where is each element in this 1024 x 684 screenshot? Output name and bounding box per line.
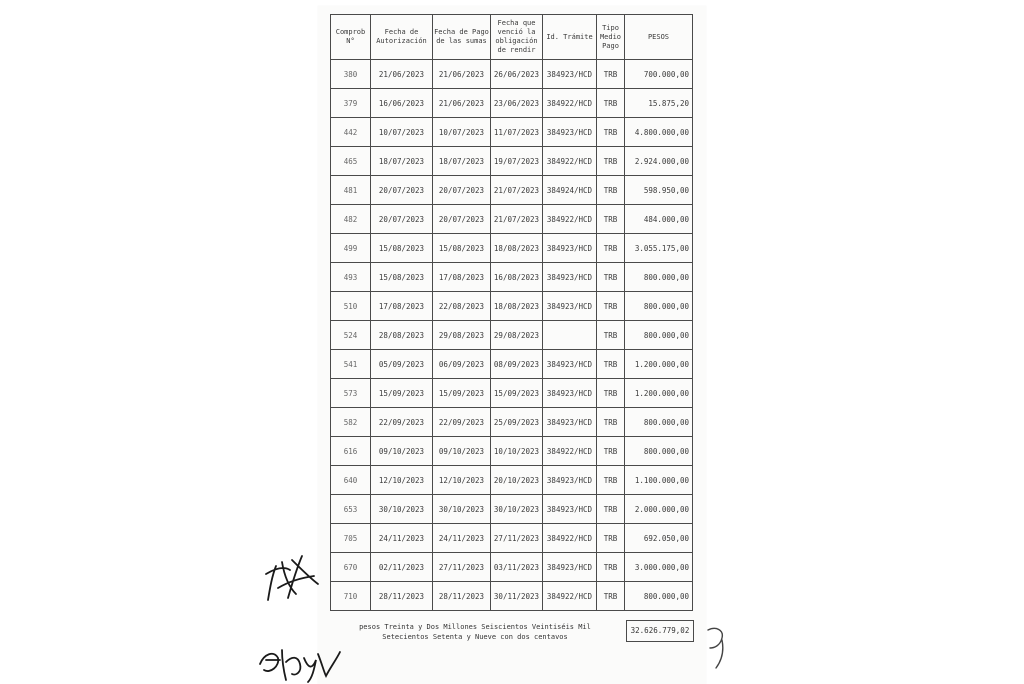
table-row <box>331 118 693 147</box>
total-words-line-2: Setecientos Setenta y Nueve con dos centavos <box>382 633 568 641</box>
table-row <box>331 292 693 321</box>
cell-comprobante: 493 <box>331 263 371 292</box>
cell-pesos: 598.950,00 <box>625 176 693 205</box>
cell-fecha-vencimiento: 25/09/2023 <box>491 408 543 437</box>
cell-fecha-autorizacion: 18/07/2023 <box>371 147 433 176</box>
cell-fecha-autorizacion: 05/09/2023 <box>371 350 433 379</box>
cell-fecha-vencimiento: 21/07/2023 <box>491 205 543 234</box>
cell-pesos: 1.100.000,00 <box>625 466 693 495</box>
cell-id-tramite: 384922/HCD <box>543 582 597 611</box>
table-header-row <box>331 15 693 60</box>
cell-comprobante: 510 <box>331 292 371 321</box>
cell-comprobante: 482 <box>331 205 371 234</box>
table-body <box>331 60 693 611</box>
table-row <box>331 495 693 524</box>
cell-fecha-pago: 18/07/2023 <box>433 147 491 176</box>
cell-comprobante: 616 <box>331 437 371 466</box>
cell-fecha-vencimiento: 18/08/2023 <box>491 234 543 263</box>
cell-fecha-autorizacion: 16/06/2023 <box>371 89 433 118</box>
cell-tipo-pago: TRB <box>597 60 625 89</box>
cell-comprobante: 524 <box>331 321 371 350</box>
cell-fecha-autorizacion: 20/07/2023 <box>371 205 433 234</box>
cell-fecha-autorizacion: 28/08/2023 <box>371 321 433 350</box>
cell-fecha-vencimiento: 03/11/2023 <box>491 553 543 582</box>
header-fecha-pago: Fecha de Pago de las sumas <box>433 15 491 60</box>
cell-fecha-pago: 15/08/2023 <box>433 234 491 263</box>
table-row <box>331 147 693 176</box>
cell-comprobante: 670 <box>331 553 371 582</box>
cell-pesos: 2.924.000,00 <box>625 147 693 176</box>
cell-fecha-autorizacion: 02/11/2023 <box>371 553 433 582</box>
cell-comprobante: 465 <box>331 147 371 176</box>
cell-tipo-pago: TRB <box>597 350 625 379</box>
table-row <box>331 176 693 205</box>
cell-fecha-pago: 29/08/2023 <box>433 321 491 350</box>
cell-tipo-pago: TRB <box>597 147 625 176</box>
cell-pesos: 3.000.000,00 <box>625 553 693 582</box>
cell-id-tramite: 384923/HCD <box>543 263 597 292</box>
cell-fecha-pago: 27/11/2023 <box>433 553 491 582</box>
cell-fecha-autorizacion: 22/09/2023 <box>371 408 433 437</box>
handwritten-initials-left <box>262 548 324 606</box>
table-row <box>331 553 693 582</box>
cell-tipo-pago: TRB <box>597 466 625 495</box>
cell-id-tramite: 384923/HCD <box>543 292 597 321</box>
cell-pesos: 484.000,00 <box>625 205 693 234</box>
cell-pesos: 692.050,00 <box>625 524 693 553</box>
header-fecha-vencimiento: Fecha que venció la obligación de rendir <box>491 15 543 60</box>
cell-fecha-autorizacion: 15/08/2023 <box>371 263 433 292</box>
cell-tipo-pago: TRB <box>597 524 625 553</box>
cell-fecha-vencimiento: 27/11/2023 <box>491 524 543 553</box>
cell-fecha-vencimiento: 26/06/2023 <box>491 60 543 89</box>
cell-fecha-vencimiento: 29/08/2023 <box>491 321 543 350</box>
cell-fecha-vencimiento: 19/07/2023 <box>491 147 543 176</box>
cell-comprobante: 379 <box>331 89 371 118</box>
cell-pesos: 4.800.000,00 <box>625 118 693 147</box>
cell-fecha-pago: 28/11/2023 <box>433 582 491 611</box>
cell-pesos: 1.200.000,00 <box>625 379 693 408</box>
cell-pesos: 2.000.000,00 <box>625 495 693 524</box>
cell-comprobante: 481 <box>331 176 371 205</box>
cell-tipo-pago: TRB <box>597 379 625 408</box>
cell-id-tramite: 384922/HCD <box>543 205 597 234</box>
cell-tipo-pago: TRB <box>597 176 625 205</box>
cell-pesos: 800.000,00 <box>625 437 693 466</box>
cell-comprobante: 499 <box>331 234 371 263</box>
cell-comprobante: 710 <box>331 582 371 611</box>
cell-comprobante: 653 <box>331 495 371 524</box>
table-row <box>331 582 693 611</box>
table-row <box>331 89 693 118</box>
cell-fecha-vencimiento: 15/09/2023 <box>491 379 543 408</box>
table-row <box>331 350 693 379</box>
header-id-tramite: Id. Trámite <box>543 15 597 60</box>
cell-fecha-autorizacion: 21/06/2023 <box>371 60 433 89</box>
cell-pesos: 800.000,00 <box>625 408 693 437</box>
cell-fecha-pago: 17/08/2023 <box>433 263 491 292</box>
cell-pesos: 15.875,20 <box>625 89 693 118</box>
cell-fecha-pago: 06/09/2023 <box>433 350 491 379</box>
cell-fecha-pago: 22/09/2023 <box>433 408 491 437</box>
header-tipo-pago: Tipo Medio Pago <box>597 15 625 60</box>
cell-fecha-autorizacion: 17/08/2023 <box>371 292 433 321</box>
cell-comprobante: 442 <box>331 118 371 147</box>
cell-fecha-pago: 30/10/2023 <box>433 495 491 524</box>
cell-tipo-pago: TRB <box>597 118 625 147</box>
table-row <box>331 205 693 234</box>
cell-fecha-pago: 21/06/2023 <box>433 60 491 89</box>
table-row <box>331 60 693 89</box>
cell-pesos: 3.055.175,00 <box>625 234 693 263</box>
cell-id-tramite: 384923/HCD <box>543 408 597 437</box>
cell-fecha-autorizacion: 20/07/2023 <box>371 176 433 205</box>
cell-id-tramite: 384923/HCD <box>543 379 597 408</box>
header-pesos: PESOS <box>625 15 693 60</box>
cell-id-tramite: 384923/HCD <box>543 553 597 582</box>
table-row <box>331 408 693 437</box>
cell-fecha-vencimiento: 10/10/2023 <box>491 437 543 466</box>
cell-fecha-pago: 10/07/2023 <box>433 118 491 147</box>
table-row <box>331 466 693 495</box>
cell-id-tramite: 384922/HCD <box>543 147 597 176</box>
cell-id-tramite <box>543 321 597 350</box>
cell-id-tramite: 384922/HCD <box>543 524 597 553</box>
cell-tipo-pago: TRB <box>597 263 625 292</box>
cell-fecha-vencimiento: 23/06/2023 <box>491 89 543 118</box>
table-row <box>331 321 693 350</box>
cell-fecha-pago: 12/10/2023 <box>433 466 491 495</box>
cell-fecha-autorizacion: 15/08/2023 <box>371 234 433 263</box>
cell-id-tramite: 384923/HCD <box>543 466 597 495</box>
cell-fecha-pago: 15/09/2023 <box>433 379 491 408</box>
total-words-line-1: pesos Treinta y Dos Millones Seiscientos Veintiséis Mil <box>359 623 591 631</box>
cell-id-tramite: 384922/HCD <box>543 437 597 466</box>
total-amount: 32.626.779,02 <box>626 620 694 642</box>
table-row <box>331 234 693 263</box>
cell-tipo-pago: TRB <box>597 437 625 466</box>
cell-fecha-pago: 20/07/2023 <box>433 176 491 205</box>
cell-pesos: 700.000,00 <box>625 60 693 89</box>
table-row <box>331 263 693 292</box>
cell-id-tramite: 384923/HCD <box>543 495 597 524</box>
cell-pesos: 800.000,00 <box>625 263 693 292</box>
cell-id-tramite: 384923/HCD <box>543 60 597 89</box>
cell-comprobante: 640 <box>331 466 371 495</box>
cell-tipo-pago: TRB <box>597 582 625 611</box>
cell-fecha-autorizacion: 24/11/2023 <box>371 524 433 553</box>
cell-pesos: 1.200.000,00 <box>625 350 693 379</box>
cell-tipo-pago: TRB <box>597 292 625 321</box>
header-fecha-autorizacion: Fecha de Autorización <box>371 15 433 60</box>
cell-fecha-vencimiento: 18/08/2023 <box>491 292 543 321</box>
cell-pesos: 800.000,00 <box>625 321 693 350</box>
cell-fecha-vencimiento: 21/07/2023 <box>491 176 543 205</box>
handwritten-mark-right <box>702 622 730 672</box>
cell-comprobante: 380 <box>331 60 371 89</box>
cell-fecha-pago: 21/06/2023 <box>433 89 491 118</box>
cell-tipo-pago: TRB <box>597 408 625 437</box>
cell-id-tramite: 384923/HCD <box>543 234 597 263</box>
table-row <box>331 437 693 466</box>
cell-fecha-autorizacion: 09/10/2023 <box>371 437 433 466</box>
cell-fecha-autorizacion: 10/07/2023 <box>371 118 433 147</box>
cell-comprobante: 705 <box>331 524 371 553</box>
cell-tipo-pago: TRB <box>597 89 625 118</box>
cell-fecha-pago: 09/10/2023 <box>433 437 491 466</box>
cell-fecha-vencimiento: 30/10/2023 <box>491 495 543 524</box>
payments-table <box>330 14 693 611</box>
cell-fecha-pago: 20/07/2023 <box>433 205 491 234</box>
cell-fecha-pago: 24/11/2023 <box>433 524 491 553</box>
cell-pesos: 800.000,00 <box>625 582 693 611</box>
cell-comprobante: 541 <box>331 350 371 379</box>
cell-fecha-vencimiento: 08/09/2023 <box>491 350 543 379</box>
cell-tipo-pago: TRB <box>597 495 625 524</box>
cell-tipo-pago: TRB <box>597 234 625 263</box>
cell-id-tramite: 384923/HCD <box>543 350 597 379</box>
cell-fecha-vencimiento: 11/07/2023 <box>491 118 543 147</box>
cell-pesos: 800.000,00 <box>625 292 693 321</box>
cell-fecha-autorizacion: 15/09/2023 <box>371 379 433 408</box>
cell-fecha-vencimiento: 16/08/2023 <box>491 263 543 292</box>
cell-fecha-autorizacion: 30/10/2023 <box>371 495 433 524</box>
cell-comprobante: 573 <box>331 379 371 408</box>
cell-id-tramite: 384922/HCD <box>543 89 597 118</box>
cell-id-tramite: 384923/HCD <box>543 118 597 147</box>
cell-fecha-vencimiento: 30/11/2023 <box>491 582 543 611</box>
cell-tipo-pago: TRB <box>597 205 625 234</box>
cell-fecha-autorizacion: 28/11/2023 <box>371 582 433 611</box>
handwritten-signature-bottom-left <box>256 640 360 684</box>
cell-fecha-pago: 22/08/2023 <box>433 292 491 321</box>
cell-fecha-autorizacion: 12/10/2023 <box>371 466 433 495</box>
cell-tipo-pago: TRB <box>597 321 625 350</box>
total-in-words <box>330 622 620 642</box>
table-row <box>331 379 693 408</box>
table-row <box>331 524 693 553</box>
header-comprobante: Comprob N° <box>331 15 371 60</box>
cell-fecha-vencimiento: 20/10/2023 <box>491 466 543 495</box>
cell-comprobante: 582 <box>331 408 371 437</box>
cell-id-tramite: 384924/HCD <box>543 176 597 205</box>
cell-tipo-pago: TRB <box>597 553 625 582</box>
